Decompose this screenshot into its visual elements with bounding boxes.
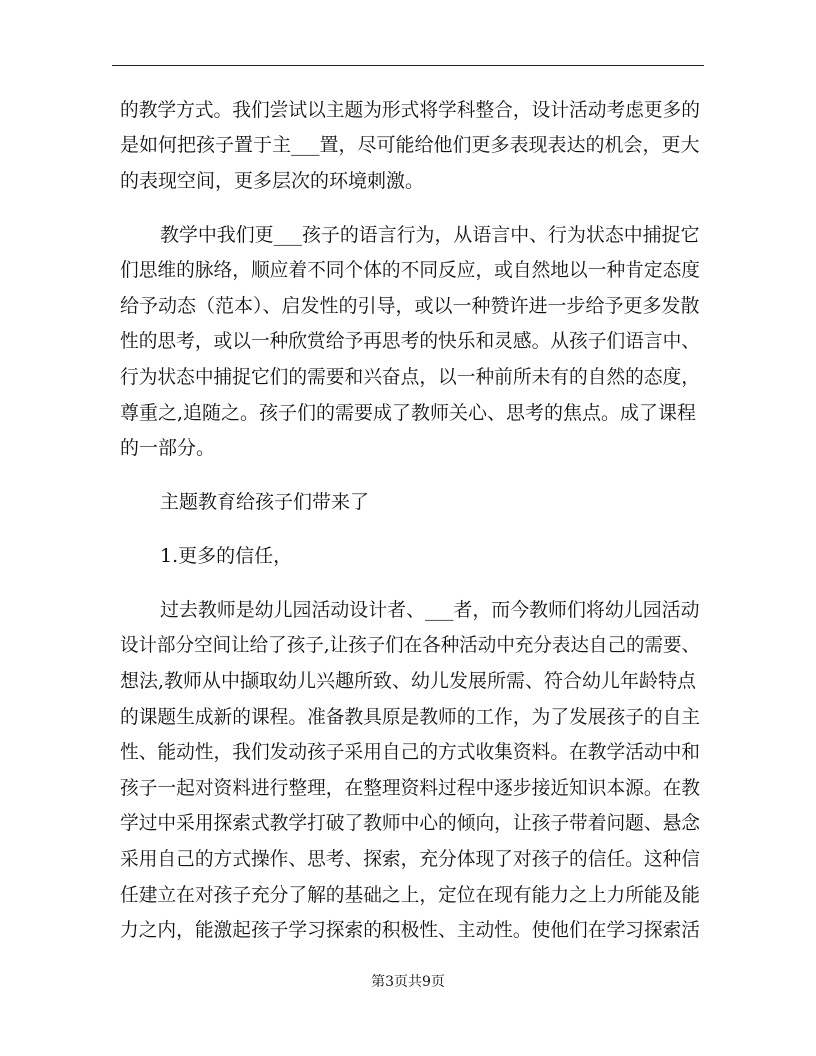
text-line: 们思维的脉络，顺应着不同个体的不同反应，或自然地以一种肯定态度	[120, 259, 701, 281]
text-line: 的课题生成新的课程。准备教具原是教师的工作，为了发展孩子的自主	[120, 706, 701, 728]
text-line: 设计部分空间让给了孩子,让孩子们在各种活动中充分表达自己的需要、	[120, 634, 701, 656]
header-rule	[112, 65, 704, 66]
section-heading: 主题教育给孩子们带来了	[160, 491, 370, 513]
text-line: 是如何把孩子置于主___置，尽可能给他们更多表现表达的机会，更大	[120, 134, 700, 156]
text-line: 孩子一起对资料进行整理，在整理资料过程中逐步接近知识本源。在教	[120, 777, 701, 799]
text-line: 想法,教师从中撷取幼儿兴趣所致、幼儿发展所需、符合幼儿年龄特点	[120, 670, 697, 692]
page-footer: 第3页共9页	[371, 974, 445, 990]
text-line: 任建立在对孩子充分了解的基础之上，定位在现有能力之上力所能及能	[120, 884, 701, 906]
subsection-heading: 1.更多的信任，	[160, 545, 293, 567]
text-line: 力之内，能激起孩子学习探索的积极性、主动性。使他们在学习探索活	[120, 919, 701, 941]
text-line: 性的思考，或以一种欣赏给予再思考的快乐和灵感。从孩子们语言中、	[120, 330, 701, 352]
text-line: 教学中我们更___孩子的语言行为，从语言中、行为状态中捕捉它	[160, 224, 700, 246]
text-line: 的表现空间，更多层次的环境刺激。	[120, 170, 425, 192]
text-line: 的教学方式。我们尝试以主题为形式将学科整合，设计活动考虑更多的	[120, 99, 701, 121]
text-line: 行为状态中捕捉它们的需要和兴奋点，以一种前所未有的自然的态度，	[120, 366, 701, 388]
text-line: 性、能动性，我们发动孩子采用自己的方式收集资料。在教学活动中和	[120, 741, 701, 763]
text-line: 给予动态（范本）、启发性的引导，或以一种赞许进一步给予更多发散	[120, 295, 700, 317]
text-line: 的一部分。	[120, 437, 216, 459]
text-line: 过去教师是幼儿园活动设计者、___者，而今教师们将幼儿园活动	[160, 599, 700, 621]
text-line: 学过中采用探索式教学打破了教师中心的倾向，让孩子带着问题、悬念	[120, 812, 701, 834]
text-line: 尊重之,追随之。孩子们的需要成了教师关心、思考的焦点。成了课程	[120, 402, 697, 424]
text-line: 采用自己的方式操作、思考、探索，充分体现了对孩子的信任。这种信	[120, 848, 701, 870]
